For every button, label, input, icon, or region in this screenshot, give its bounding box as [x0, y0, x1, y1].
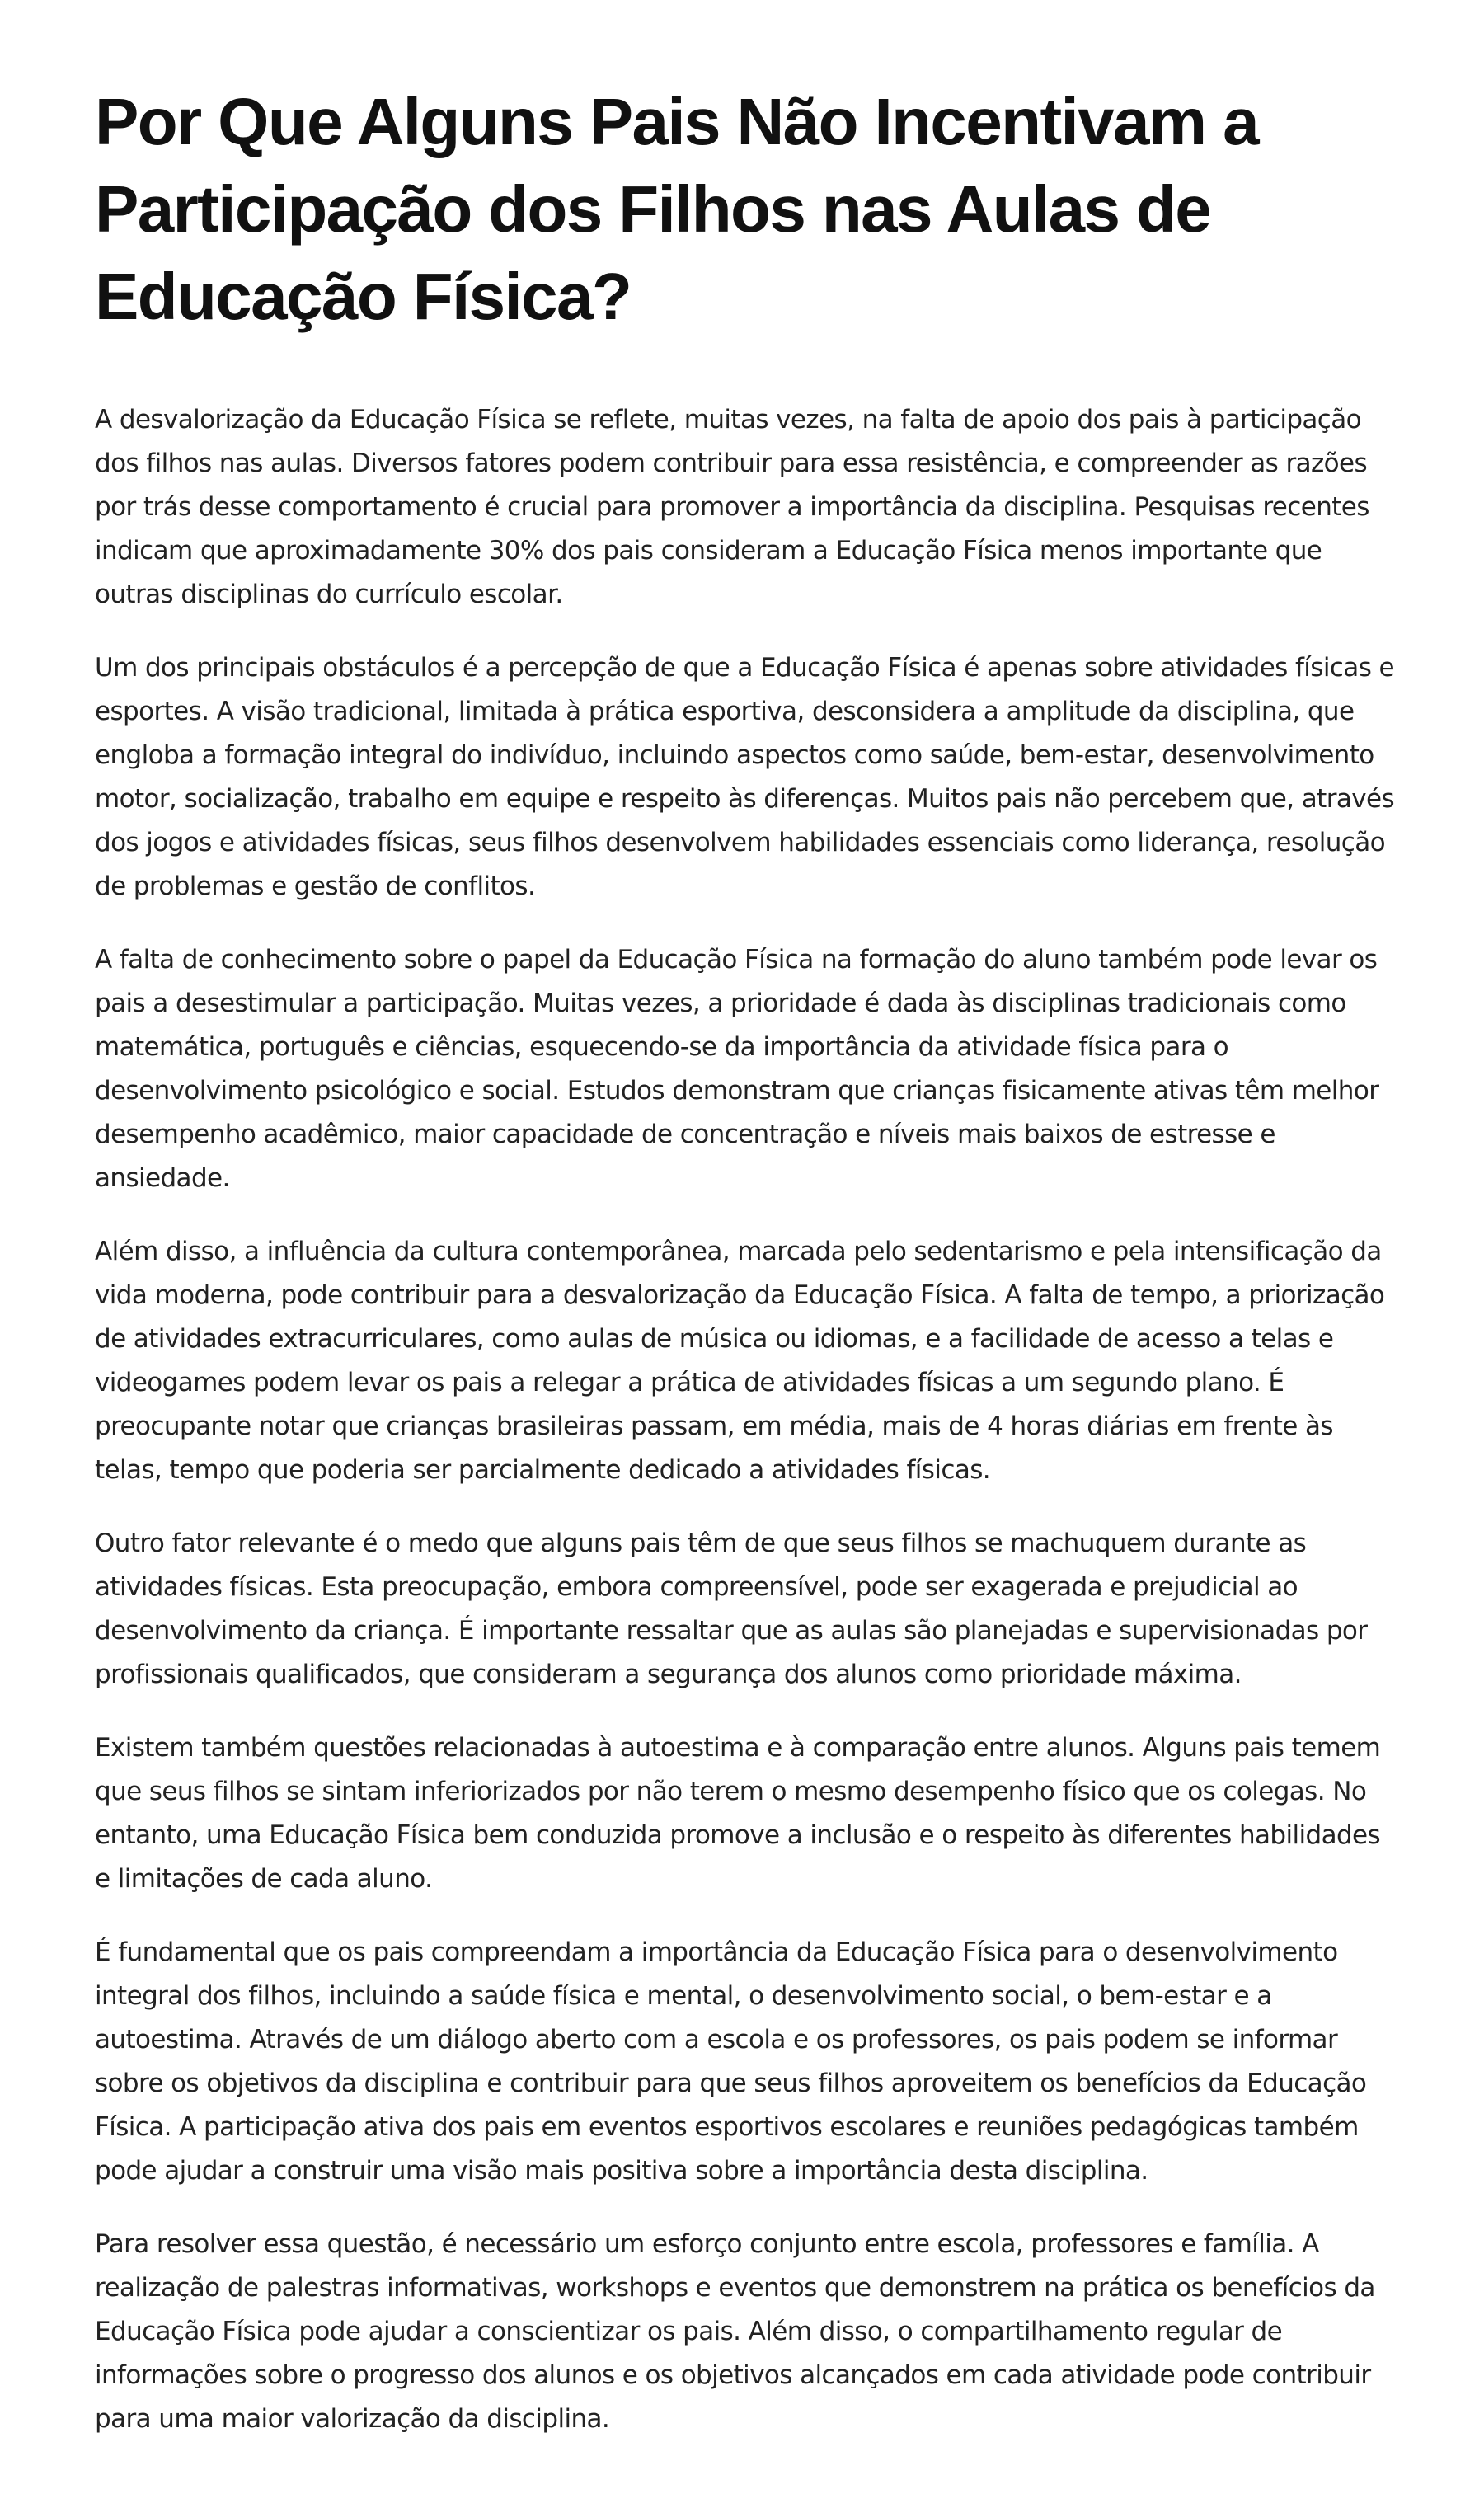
paragraph-4: Além disso, a influência da cultura contemporânea, marcada pelo sedentarismo e pela intensificação da vida moderna, pode contribuir para a desvalorização da Educação Física. A falta de tempo, a priorização de atividades extracurriculares, como aulas de música ou idiomas, e a facilidade de acesso a telas e videogames podem levar os pais a relegar a prática de atividades físicas a um segundo plano. É preocupante notar que crianças brasileiras passam, em média, mais de 4 horas diárias em frente às telas, tempo que poderia ser parcialmente dedicado a atividades físicas. — [95, 1237, 1385, 1485]
paragraph-2: Um dos principais obstáculos é a percepção de que a Educação Física é apenas sobre atividades físicas e esportes. A visão tradicional, limitada à prática esportiva, desconsidera a amplitude da disciplina, que engloba a formação integral do indivíduo, incluindo aspectos como saúde, bem-estar, desenvolvimento motor, socialização, trabalho em equipe e respeito às diferenças. Muitos pais não percebem que, através dos jogos e atividades físicas, seus filhos desenvolvem habilidades essenciais como liderança, resolução de problemas e gestão de conflitos. — [95, 653, 1395, 901]
paragraph-5: Outro fator relevante é o medo que alguns pais têm de que seus filhos se machuquem durante as atividades físicas. Esta preocupação, embora compreensível, pode ser exagerada e prejudicial ao desenvolvimento da criança. É importante ressaltar que as aulas são planejadas e supervisionadas por profissionais qualificados, que consideram a segurança dos alunos como prioridade máxima. — [95, 1529, 1368, 1689]
article-title: Por Que Alguns Pais Não Incentivam a Participação dos Filhos nas Aulas de Educação Física? — [95, 85, 1258, 333]
paragraph-8: Para resolver essa questão, é necessário um esforço conjunto entre escola, professores e família. A realização de palestras informativas, workshops e eventos que demonstrem na prática os benefícios da Educação Física pode ajudar a conscientizar os pais. Além disso, o compartilhamento regular de informações sobre o progresso dos alunos e os objetivos alcançados em cada atividade pode contribuir para uma maior valorização da disciplina. — [95, 2229, 1375, 2434]
paragraph-6: Existem também questões relacionadas à autoestima e à comparação entre alunos. Alguns pais temem que seus filhos se sintam inferiorizados por não terem o mesmo desempenho físico que os colegas. No entanto, uma Educação Física bem conduzida promove a inclusão e o respeito às diferentes habilidades e limitações de cada aluno. — [95, 1733, 1381, 1894]
paragraph-3: A falta de conhecimento sobre o papel da Educação Física na formação do aluno também pode levar os pais a desestimular a participação. Muitas vezes, a prioridade é dada às disciplinas tradicionais como matemática, português e ciências, esquecendo-se da importância da atividade física para o desenvolvimento psicológico e social. Estudos demonstram que crianças fisicamente ativas têm melhor desempenho acadêmico, maior capacidade de concentração e níveis mais baixos de estresse e ansiedade. — [95, 945, 1379, 1193]
paragraph-1: A desvalorização da Educação Física se reflete, muitas vezes, na falta de apoio dos pais à participação dos filhos nas aulas. Diversos fatores podem contribuir para essa resistência, e compreender as razões por trás desse comportamento é crucial para promover a importância da disciplina. Pesquisas recentes indicam que aproximadamente 30% dos pais consideram a Educação Física menos importante que outras disciplinas do currículo escolar. — [95, 405, 1369, 609]
article — [95, 78, 1397, 2471]
paragraph-7: É fundamental que os pais compreendam a importância da Educação Física para o desenvolvimento integral dos filhos, incluindo a saúde física e mental, o desenvolvimento social, o bem-estar e a autoestima. Através de um diálogo aberto com a escola e os professores, os pais podem se informar sobre os objetivos da disciplina e contribuir para que seus filhos aproveitem os benefícios da Educação Física. A participação ativa dos pais em eventos esportivos escolares e reuniões pedagógicas também pode ajudar a construir uma visão mais positiva sobre a importância desta disciplina. — [95, 1937, 1367, 2186]
